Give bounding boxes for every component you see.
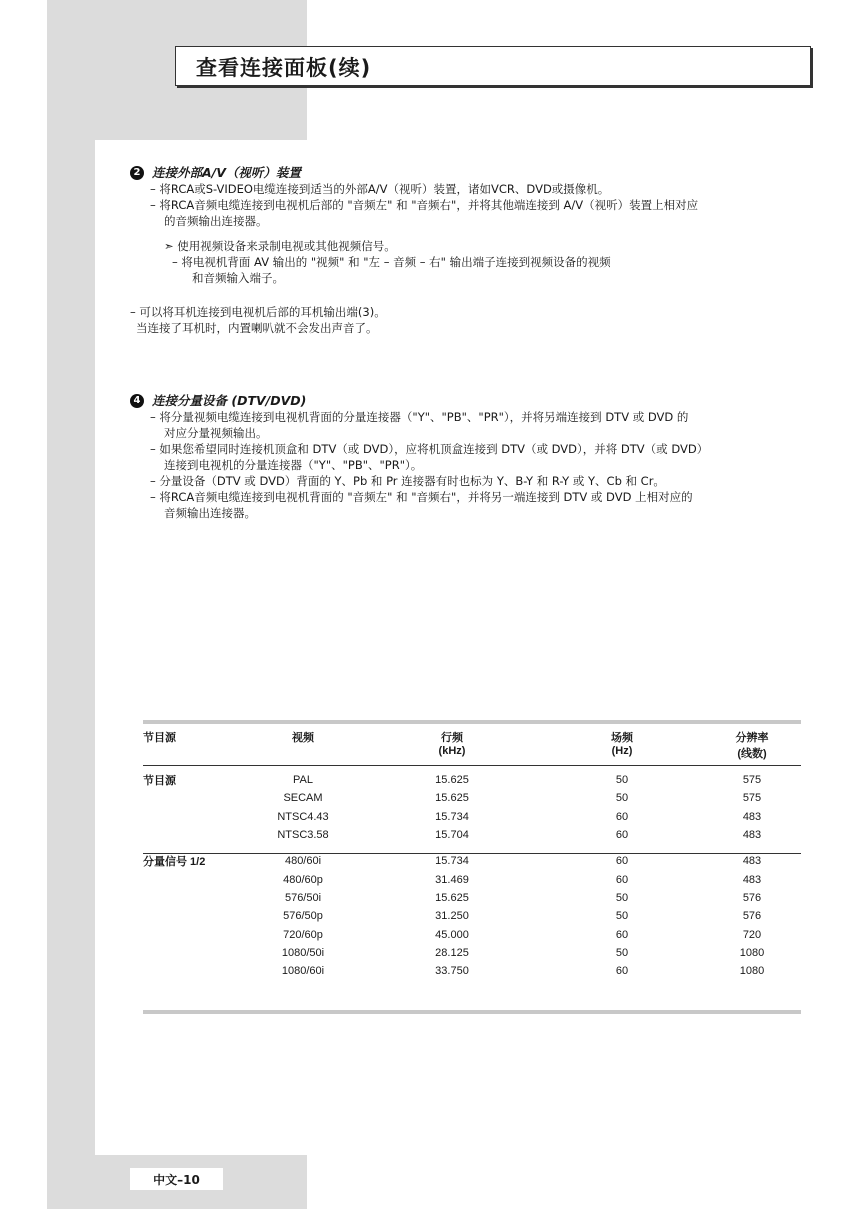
step-number-badge: 4 [130, 394, 144, 408]
table-row: 1080/60i 33.750 60 1080 [281, 965, 765, 978]
note-line: ➣ 使用视频设备来录制电视或其他视频信号。 [164, 239, 396, 253]
table-row: 节目源 PAL 15.625 50 575 [143, 774, 762, 788]
left-margin-band [47, 0, 95, 1209]
table-bottom-bar [143, 1010, 801, 1014]
step-number-badge: 2 [130, 166, 144, 180]
section-heading [130, 393, 820, 409]
page-title: 查看连接面板(续) [196, 56, 372, 80]
table-row: 576/50i 15.625 50 576 [284, 891, 762, 904]
section-heading-text: 连接分量设备 (DTV/DVD) [152, 393, 307, 408]
instruction-line: – 如果您希望同时连接机顶盒和 DTV（或 DVD），应将机顶盒连接到 DTV（或 DVD），并将 DTV（或 DVD） [150, 442, 709, 456]
instruction-line: – 将RCA或S-VIDEO电缆连接到适当的外部A/V（视听）装置，诸如VCR、DVD或摄像机。 [150, 182, 610, 196]
table-row: 720/60p 45.000 60 720 [283, 928, 762, 941]
table-row: 480/60p 31.469 60 483 [283, 873, 762, 886]
instruction-line: 音频输出连接器。 [164, 506, 256, 520]
page-number [130, 1168, 223, 1190]
headphone-line: 当连接了耳机时，内置喇叭就不会发出声音了。 [136, 321, 378, 335]
table-row: NTSC3.58 15.704 60 483 [277, 829, 762, 842]
col-header-vfreq: 场频 (Hz) [611, 732, 633, 757]
instruction-line: – 分量设备（DTV 或 DVD）背面的 Y、Pb 和 Pr 连接器有时也标为 Y、B-Y 和 R-Y 或 Y、Cb 和 Cr。 [150, 474, 665, 488]
col-header-source: 节目源 [143, 732, 176, 744]
col-header-hfreq: 行频 (kHz) [438, 732, 466, 757]
headphone-line: – 可以将耳机连接到电视机后部的耳机输出端(3)。 [130, 305, 386, 319]
instruction-line: 连接到电视机的分量连接器（"Y"、"PB"、"PR"）。 [164, 458, 423, 472]
table-row: 分量信号 1/2 480/60i 15.734 60 483 [143, 855, 762, 869]
table-row: SECAM 15.625 50 575 [283, 792, 762, 805]
col-header-resolution: 分辨率 (线数) [735, 732, 769, 760]
note-line: – 将电视机背面 AV 输出的 "视频" 和 "左 – 音频 – 右" 输出端子连接到视频设备的视频 [172, 255, 611, 269]
instruction-line: 对应分量视频输出。 [164, 426, 268, 440]
section-heading [130, 165, 820, 181]
section-external-av [130, 165, 820, 336]
table-header-row [143, 721, 801, 761]
page-title-box [175, 46, 811, 86]
instruction-line: – 将RCA音频电缆连接到电视机背面的 "音频左" 和 "音频右"，并将另一端连接到 DTV 或 DVD 上相对应的 [150, 490, 693, 504]
instruction-line: – 将分量视频电缆连接到电视机背面的分量连接器（"Y"、"PB"、"PR"），并将另端连接到 DTV 或 DVD 的 [150, 410, 689, 424]
page-number-text: 中文–10 [153, 1172, 200, 1187]
note-line: 和音频输入端子。 [192, 271, 284, 285]
col-header-video: 视频 [292, 732, 314, 744]
instruction-line: 的音频输出连接器。 [164, 214, 268, 228]
table-row: NTSC4.43 15.734 60 483 [277, 810, 762, 823]
signal-spec-table [143, 721, 801, 980]
section-heading-text: 连接外部A/V（视听）装置 [152, 165, 301, 180]
section-component [130, 393, 820, 521]
table-row: 576/50p 31.250 50 576 [283, 910, 762, 923]
table-row: 1080/50i 28.125 50 1080 [281, 946, 765, 959]
instruction-line: – 将RCA音频电缆连接到电视机后部的 "音频左" 和 "音频右"，并将其他端连接到 A/V（视听）装置上相对应 [150, 198, 699, 212]
